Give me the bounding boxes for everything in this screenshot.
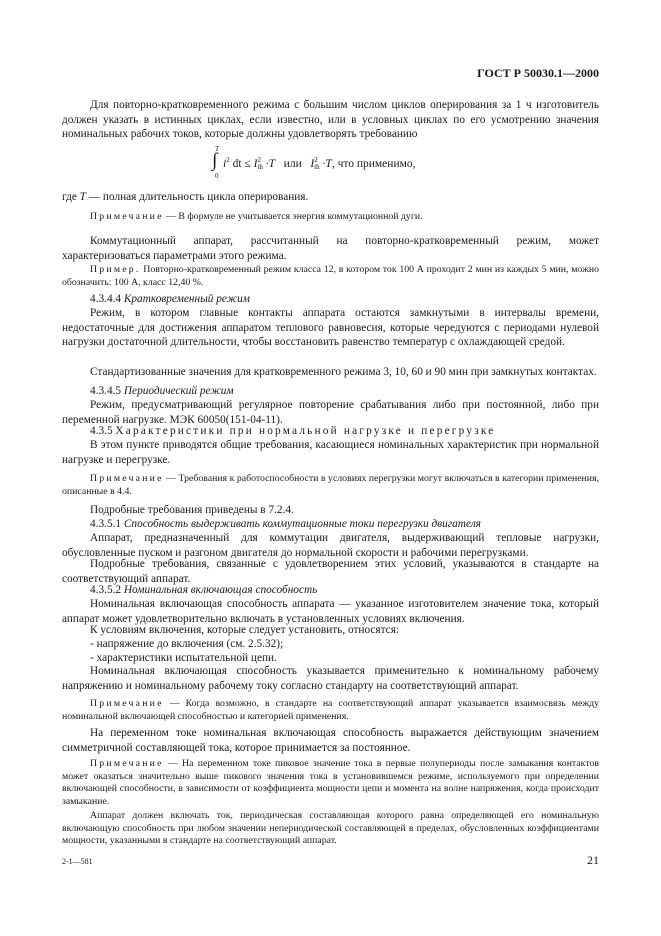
section-heading bbox=[62, 424, 599, 439]
th-subscript: th bbox=[257, 163, 263, 172]
section-number: 4.3.5 bbox=[90, 425, 116, 437]
integral-upper-limit: T bbox=[215, 145, 219, 153]
note-label: Примечание bbox=[90, 758, 164, 769]
document-code: ГОСТ Р 50030.1—2000 bbox=[477, 66, 599, 80]
note-text: — Когда возможно, в стандарте на соответствующий аппарат указывается взаимосвязь между номинальной включающей способностью и категорией применения. bbox=[62, 698, 599, 722]
example-label: Пример. bbox=[90, 264, 141, 275]
applicable-text: , что применимо, bbox=[331, 157, 416, 170]
paragraph: Коммутационный аппарат, рассчитанный на повторно-кратковременный режим, может характеризоваться параметрами этого режима. bbox=[62, 235, 599, 262]
text: — полная длительность цикла оперирования. bbox=[85, 191, 309, 203]
section-heading bbox=[62, 292, 599, 307]
paragraph bbox=[62, 190, 599, 205]
paragraph: К условиям включения, которые следует установить, относятся: bbox=[90, 624, 400, 636]
example bbox=[62, 264, 599, 289]
current-I: I bbox=[310, 157, 315, 170]
section-number: 4.3.5.2 bbox=[90, 584, 124, 596]
inequality bbox=[223, 156, 416, 171]
paragraph: Подробные требования приведены в 7.2.4. bbox=[90, 504, 294, 516]
paragraph: На переменном токе номинальная включающая способность выражается действующим значением симметричной составляющей тока, которое принимается за постоянное. bbox=[62, 727, 599, 754]
paragraph: Номинальная включающая способность указывается применительно к номинальному рабочему напряжению и номинальному рабочему току согласно стандарту на соответствующий аппарат. bbox=[62, 665, 599, 692]
integral-sign: ∫ bbox=[212, 150, 218, 171]
paragraph: Стандартизованные значения для кратковременного режима 3, 10, 60 и 90 мин при замкнутых контактах. bbox=[90, 366, 597, 378]
note-text: — В формуле не учитывается энергия коммутационной дуги. bbox=[163, 211, 423, 222]
square-superscript: 2 bbox=[257, 156, 261, 165]
paragraph: Номинальная включающая способность аппарата — указанное изготовителем значение тока, который аппарат может удовлетворительно включать в установленных условиях включения. bbox=[62, 598, 599, 625]
note-label: Примечание bbox=[90, 473, 164, 484]
note-label: Примечание bbox=[90, 698, 164, 709]
note-label: Примечание bbox=[90, 211, 164, 222]
section-title: Периодический режим bbox=[123, 385, 234, 397]
section-title: Кратковременный режим bbox=[123, 293, 250, 305]
formula bbox=[212, 145, 472, 182]
example-text: Повторно-кратковременный режим класса 12, в котором ток 100 А проходит 2 мин из каждых 5 мин, можно обозначить: 100 А, класс 12,40 %. bbox=[62, 264, 599, 288]
section-title: Номинальная включающая способность bbox=[123, 584, 318, 596]
period-T: ·T bbox=[319, 157, 332, 170]
paragraph: Режим, в котором главные контакты аппарата остаются замкнутыми в интервалы времени, недостаточные для достижения аппаратом теплового равновесия, которые чередуются с периодами нулевой нагрузки достаточной длительности, чтобы восстановить равенство температур с охлаждающей средой. bbox=[62, 307, 599, 349]
section-title: Способность выдерживать коммутационные токи перегрузки двигателя bbox=[123, 518, 481, 530]
paragraph: Подробные требования, связанные с удовлетворением этих условий, указываются в стандарте на соответствующий аппарат. bbox=[62, 558, 599, 585]
symbol-T: T bbox=[79, 191, 86, 203]
section-number: 4.3.5.1 bbox=[90, 518, 124, 530]
square-superscript: 2 bbox=[314, 156, 318, 165]
paragraph: Режим, предусматривающий регулярное повторение срабатывания либо при постоянной, либо при переменной нагрузке. МЭК 60050(151-04-11). bbox=[62, 399, 599, 426]
note bbox=[62, 698, 599, 723]
period-T: ·T bbox=[262, 157, 276, 170]
paragraph: В этом пункте приводятся общие требования, касающиеся номинальных характеристик при нормальной нагрузке и перегрузке. bbox=[62, 439, 599, 466]
integral-lower-limit: 0 bbox=[215, 172, 219, 180]
dt-text: dt ≤ bbox=[229, 157, 254, 170]
note bbox=[62, 758, 599, 808]
print-code: 2-1—581 bbox=[62, 857, 93, 866]
note bbox=[62, 211, 599, 224]
section-heading bbox=[62, 583, 599, 598]
paragraph: Для повторно-кратковременного режима с большим числом циклов оперирования за 1 ч изготовитель должен указать в истинных циклах, если известно, или в условных циклах по его усмотрению значения номинальных рабочих токов, которые должны удовлетворять требованию bbox=[62, 99, 599, 141]
list-item: - характеристики испытательной цепи. bbox=[90, 652, 277, 664]
list-item: - напряжение до включения (см. 2.5.32); bbox=[90, 638, 284, 650]
text: где bbox=[62, 191, 80, 203]
or-word: или bbox=[283, 157, 302, 170]
paragraph: Аппарат должен включать ток, периодическая составляющая которого равна определяющей его номинальную включающую способность при любом значении непериодической составляющей в пределах, обусловленных коэффициентами мощности, указанными в стандарте на соответствующий аппарат. bbox=[62, 810, 599, 847]
page-number: 21 bbox=[587, 853, 599, 867]
section-heading bbox=[62, 517, 599, 532]
section-number: 4.3.4.5 bbox=[90, 385, 124, 397]
note bbox=[62, 473, 599, 498]
section-number: 4.3.4.4 bbox=[90, 293, 124, 305]
current-symbol: i bbox=[223, 157, 227, 170]
note-text: — На переменном токе пиковое значение тока в первые полупериоды после замыкания контактов может оказаться значительно выше пикового значения тока в установившемся режиме, используемого при определении включающей способности, в зависимости от коэффициента мощности цепи и момента на волне напряжения, когда происходит замыкание. bbox=[62, 758, 599, 807]
section-title: Характеристики при нормальной нагрузке и перегрузке bbox=[115, 425, 496, 437]
note-text: — Требования к работоспособности в условиях перегрузки могут включаться в категории применения, описанные в 4.4. bbox=[62, 473, 599, 497]
th-subscript: th bbox=[314, 163, 320, 172]
section-heading bbox=[62, 384, 599, 399]
paragraph: Аппарат, предназначенный для коммутации двигателя, выдерживающий тепловые нагрузки, обусловленные пуском и разгоном двигателя до нормальной скорости и рабочими перегрузками. bbox=[62, 532, 599, 559]
current-I: I bbox=[253, 157, 258, 170]
square-superscript: 2 bbox=[226, 156, 230, 164]
